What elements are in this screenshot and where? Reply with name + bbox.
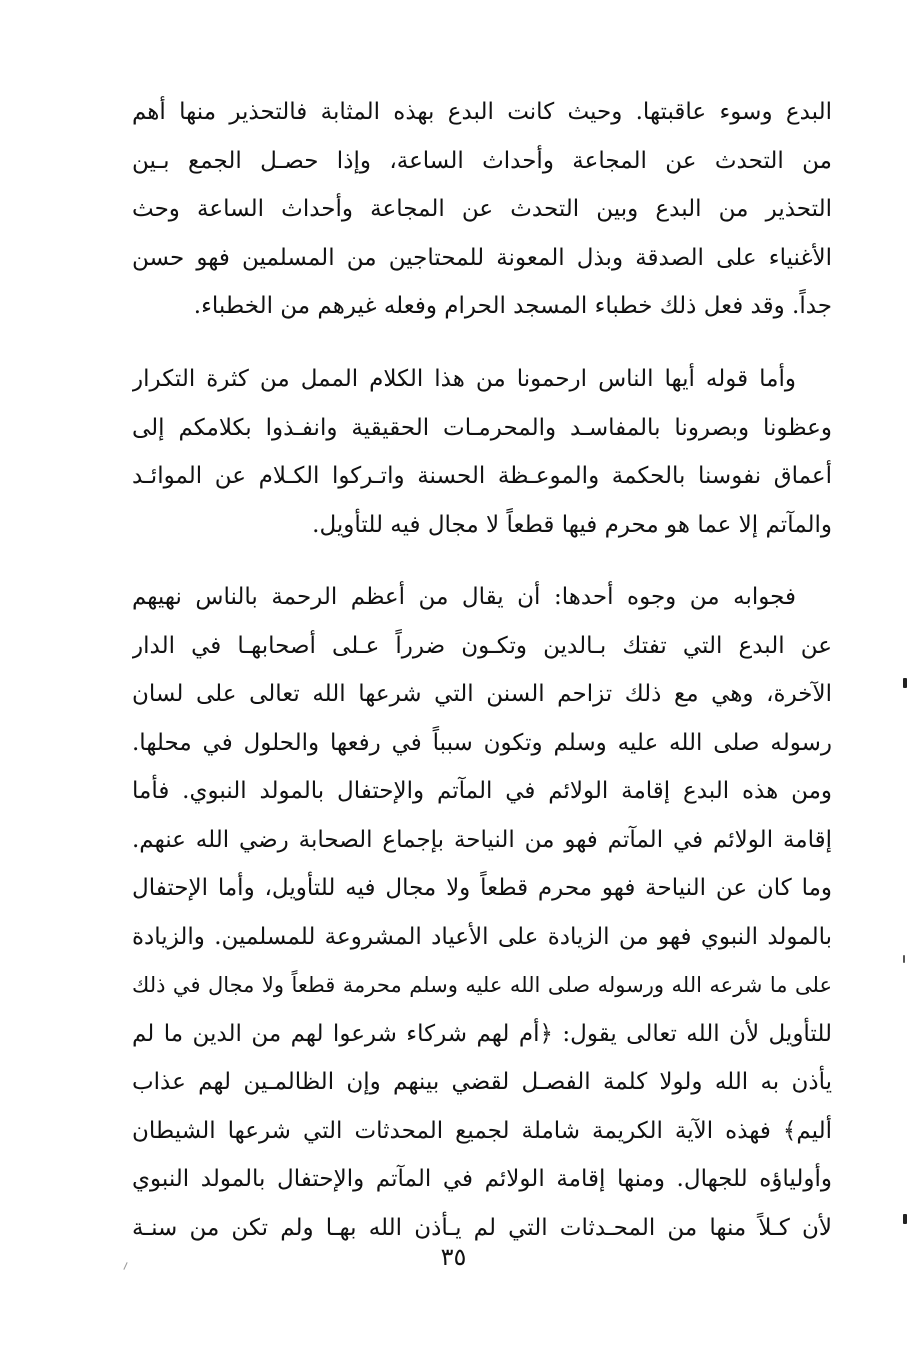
text-line: الآخرة، وهي مع ذلك تزاحم السنن التي شرعها الله تعالى على لسان — [132, 681, 832, 707]
text-line: فجوابه من وجوه أحدها: أن يقال من أعظم الرحمة بالناس نهيهم — [132, 584, 796, 610]
margin-mark — [903, 678, 907, 688]
text-line: أليم﴾ فهذه الآية الكريمة شاملة لجميع المحدثات التي شرعها الشيطان — [132, 1117, 832, 1144]
margin-mark — [903, 1214, 907, 1224]
text-line: للتأويل لأن الله تعالى يقول: ﴿أم لهم شركاء شرعوا لهم من الدين ما لم — [132, 1020, 832, 1047]
text-line: وأولياؤه للجهال. ومنها إقامة الولائم في المآتم والإحتفال بالمولد النبوي — [132, 1166, 832, 1192]
text-line: التحذير من البدع وبين التحدث عن المجاعة وأحداث الساعة وحث — [132, 196, 832, 222]
paragraph-2 — [132, 355, 832, 549]
text-line: على ما شرعه الله ورسوله صلى الله عليه وسلم محرمة قطعاً ولا مجال في ذلك — [132, 973, 832, 997]
text-line: والمآتم إلا عما هو محرم فيها قطعاً لا مجال فيه للتأويل. — [312, 511, 832, 538]
text-line: يأذن به الله ولولا كلمة الفصـل لقضي بينهم وإن الظالمـين لهم عذاب — [132, 1069, 832, 1095]
paragraph-1 — [132, 88, 832, 331]
text-line: وأما قوله أيها الناس ارحمونا من هذا الكلام الممل من كثرة التكرار — [132, 366, 796, 392]
text-line: ومن هذه البدع إقامة الولائم في المآتم والإحتفال بالمولد النبوي. فأما — [132, 778, 832, 804]
margin-mark — [903, 955, 905, 963]
page-number: ٣٥ — [440, 1243, 467, 1271]
text-line: وعظونا وبصرونا بالمفاسـد والمحرمـات الحقيقية وانفـذوا بكلامكم إلى — [132, 414, 832, 441]
text-line: الأغنياء على الصدقة وبذل المعونة للمحتاجين من المسلمين فهو حسن — [132, 244, 832, 271]
text-line: من التحدث عن المجاعة وأحداث الساعة، وإذا حصـل الجمع بـين — [132, 147, 832, 174]
text-line: وما كان عن النياحة فهو محرم قطعاً ولا مجال فيه للتأويل، وأما الإحتفال — [132, 875, 832, 901]
text-line: عن البدع التي تفتك بـالدين وتكـون ضرراً عـلى أصحابهـا في الدار — [132, 632, 832, 659]
text-line: البدع وسوء عاقبتها. وحيث كانت البدع بهذه المثابة فالتحذير منها أهم — [132, 99, 832, 125]
text-line: بالمولد النبوي فهو من الزيادة على الأعياد المشروعة للمسلمين. والزيادة — [132, 923, 832, 950]
text-line: جداً. وقد فعل ذلك خطباء المسجد الحرام وفعله غيرهم من الخطباء. — [193, 293, 832, 319]
paragraph-3 — [132, 573, 832, 1252]
text-line: رسوله صلى الله عليه وسلم وتكون سبباً في رفعها والحلول في محلها. — [132, 729, 832, 756]
text-line: أعماق نفوسنا بالحكمة والموعـظة الحسنة واتـركوا الكـلام عن الموائـد — [132, 463, 832, 489]
text-line: لأن كـلاً منها من المحـدثات التي لم يـأذن الله بهـا ولم تكن من سنـة — [132, 1214, 832, 1241]
text-line: إقامة الولائم في المآتم فهو من النياحة بإجماع الصحابة رضي الله عنهم. — [132, 826, 832, 853]
